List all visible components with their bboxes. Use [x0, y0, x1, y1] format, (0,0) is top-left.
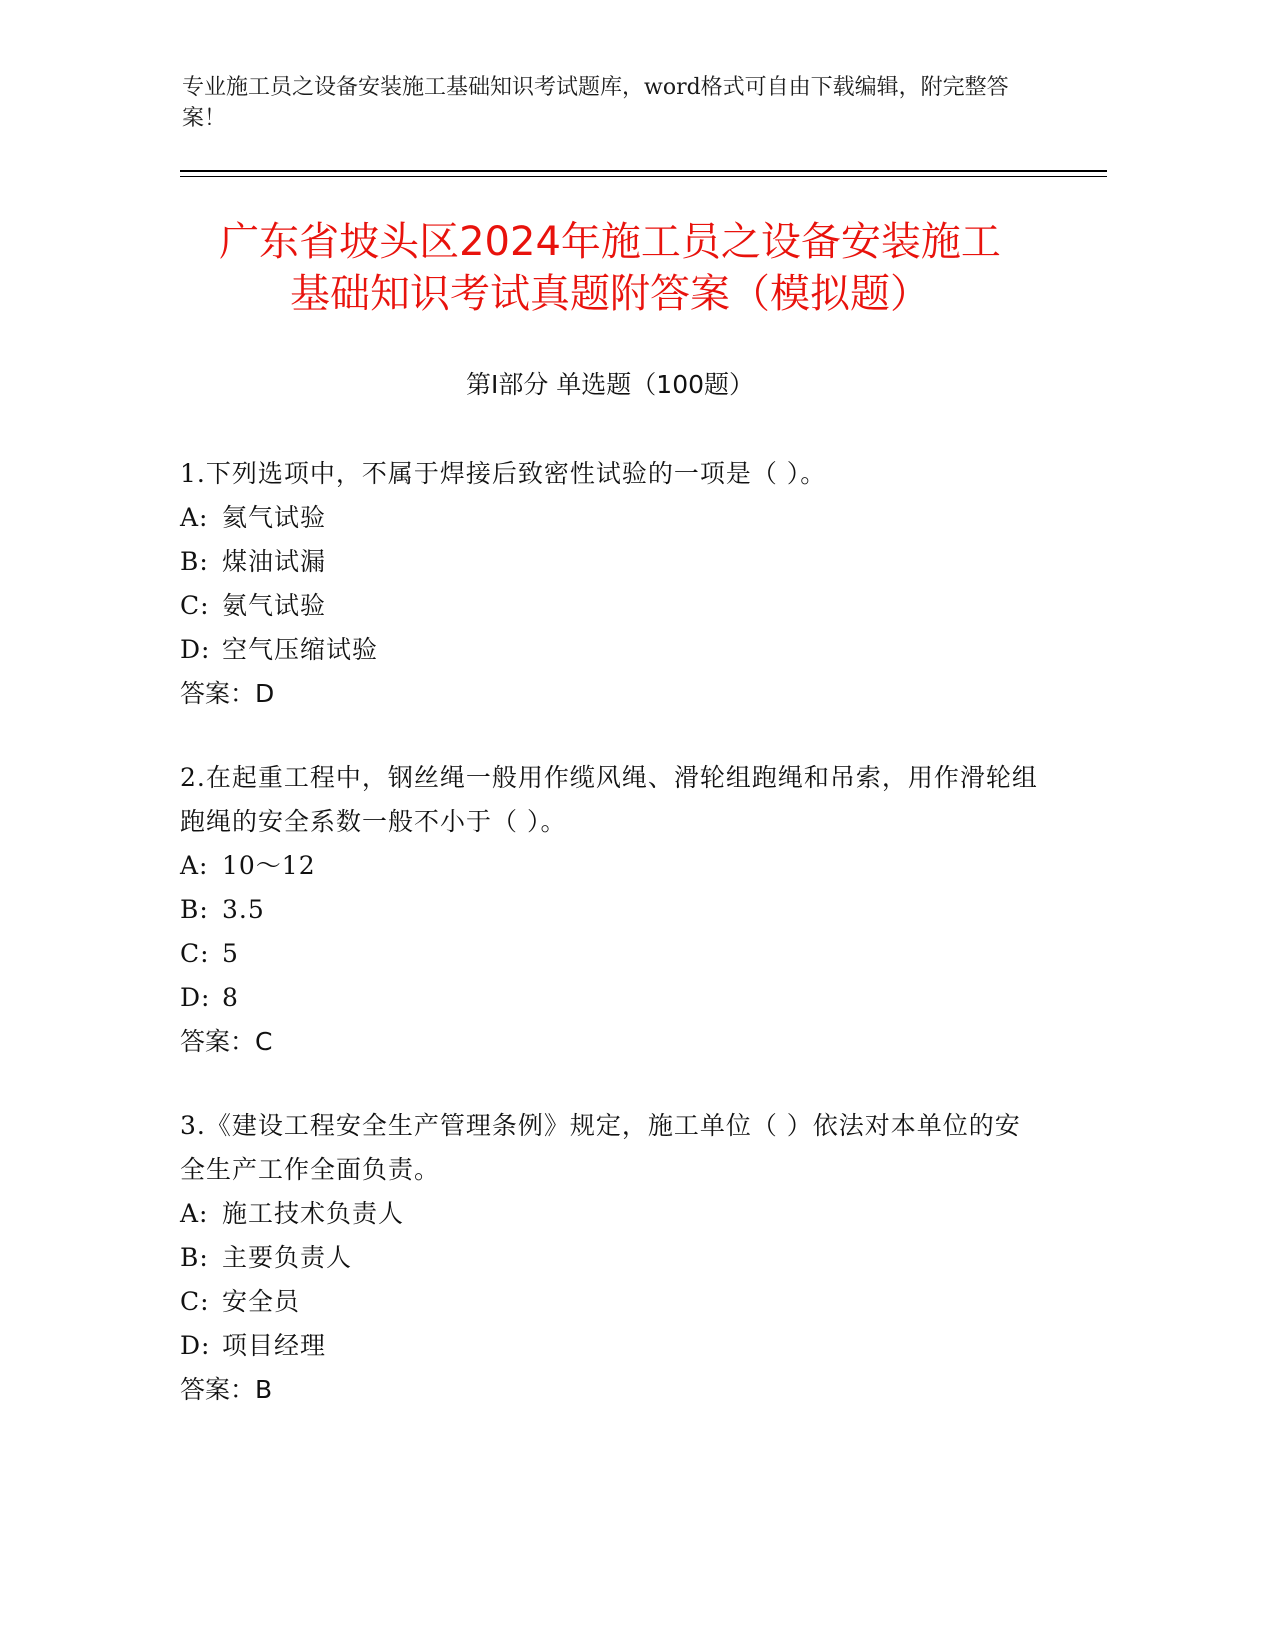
question-stem: 2.在起重工程中，钢丝绳一般用作缆风绳、滑轮组跑绳和吊索，用作滑轮组跑绳的安全系数一般不小于（ ）。: [180, 763, 1038, 836]
option-a: [180, 1192, 1040, 1236]
option-key: A:: [180, 503, 209, 532]
question-2: [180, 756, 1040, 1064]
option-key: B:: [180, 895, 209, 924]
header-divider-thick: [180, 170, 1107, 172]
option-key: B:: [180, 547, 209, 576]
option-d: [180, 1324, 1040, 1368]
question-3: [180, 1104, 1040, 1412]
option-text: 项目经理: [222, 1331, 327, 1360]
option-key: D:: [180, 635, 211, 664]
header-divider-thin: [180, 176, 1107, 177]
option-text: 氨气试验: [222, 591, 327, 620]
option-text: 安全员: [222, 1287, 301, 1316]
document-title-line-1: 广东省坡头区2024年施工员之设备安装施工: [219, 219, 1001, 265]
question-stem: 3.《建设工程安全生产管理条例》规定，施工单位（ ）依法对本单位的安全生产工作全面负责。: [180, 1111, 1021, 1184]
option-text: 主要负责人: [222, 1243, 353, 1272]
document-title-line-2: 基础知识考试真题附答案（模拟题）: [290, 271, 930, 317]
option-text: 煤油试漏: [222, 547, 327, 576]
option-key: C:: [180, 591, 210, 620]
option-c: [180, 1280, 1040, 1324]
option-c: [180, 932, 1040, 976]
option-key: D:: [180, 1331, 211, 1360]
option-c: [180, 584, 1040, 628]
option-text: 5: [222, 939, 239, 968]
option-b: [180, 540, 1040, 584]
option-key: A:: [180, 851, 209, 880]
option-key: A:: [180, 1199, 209, 1228]
option-d: [180, 976, 1040, 1020]
option-text: 8: [222, 983, 239, 1012]
question-stem: 1.下列选项中，不属于焊接后致密性试验的一项是（ ）。: [180, 459, 827, 488]
section-title: 第Ⅰ部分 单选题（100题）: [465, 370, 755, 399]
option-text: 空气压缩试验: [222, 635, 379, 664]
answer-line: 答案：B: [180, 1375, 273, 1404]
answer-line: 答案：D: [180, 679, 275, 708]
question-1: [180, 452, 1040, 716]
option-text: 氦气试验: [222, 503, 327, 532]
option-d: [180, 628, 1040, 672]
option-text: 3.5: [222, 895, 265, 924]
header-note: 专业施工员之设备安装施工基础知识考试题库，word格式可自由下载编辑，附完整答案！: [182, 75, 1009, 131]
option-key: C:: [180, 1287, 210, 1316]
answer-line: 答案：C: [180, 1027, 273, 1056]
option-text: 10～12: [222, 851, 316, 880]
option-key: C:: [180, 939, 210, 968]
option-key: B:: [180, 1243, 209, 1272]
option-b: [180, 888, 1040, 932]
option-a: [180, 844, 1040, 888]
option-b: [180, 1236, 1040, 1280]
option-a: [180, 496, 1040, 540]
document-title: [170, 216, 1050, 320]
option-key: D:: [180, 983, 211, 1012]
option-text: 施工技术负责人: [222, 1199, 405, 1228]
